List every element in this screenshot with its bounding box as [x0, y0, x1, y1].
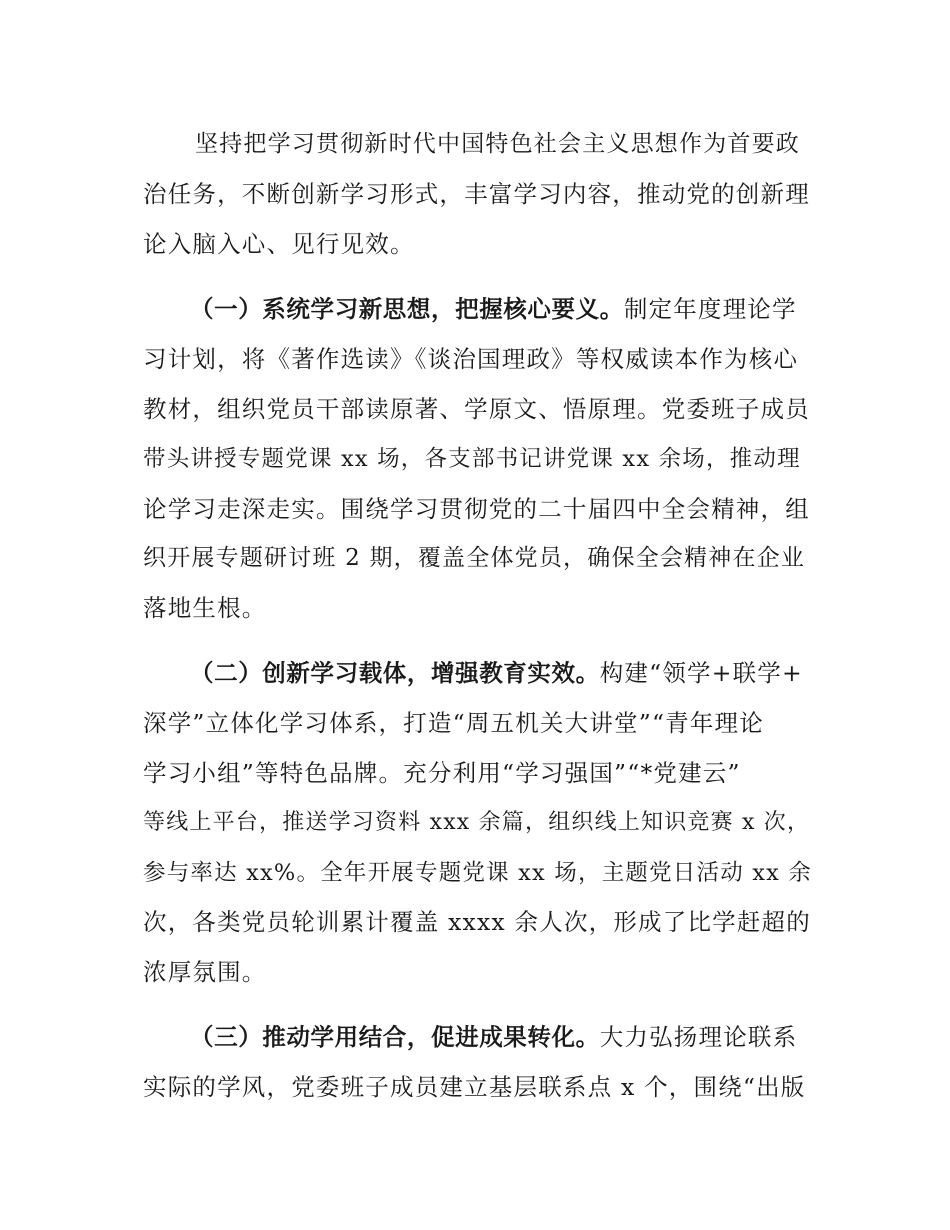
- section3-text-1: 大力弘扬理论联系: [599, 1023, 798, 1051]
- section1-text-1: 制定年度理论学: [623, 295, 797, 323]
- section1-heading: （一）系统学习新思想，把握核心要义。: [190, 295, 624, 323]
- section1-line-5: 论学习走深走实。围绕学习贯彻党的二十届四中全会精神，组: [143, 495, 810, 523]
- section1-line-4: 带头讲授专题党课 xx 场，各支部书记讲党课 xx 余场，推动理: [143, 446, 801, 472]
- section3-first-line: [190, 1023, 798, 1051]
- section2-line-5: 参与率达 xx%。全年开展专题党课 xx 场，主题党日活动 xx 余: [143, 860, 813, 886]
- section2-line-7: 浓厚氛围。: [143, 958, 267, 986]
- section1-line-3: 教材，组织党员干部读原著、学原文、悟原理。党委班子成员: [143, 395, 810, 423]
- section2-heading: （二）创新学习载体，增强教育实效。: [190, 659, 600, 687]
- section1-line-6: 织开展专题研讨班 2 期，覆盖全体党员，确保全会精神在企业: [143, 545, 806, 571]
- section2-line-4: 等线上平台，推送学习资料 xxx 余篇，组织线上知识竞赛 x 次，: [143, 810, 811, 835]
- intro-line-2: 治任务，不断创新学习形式，丰富学习内容，推动党的创新理: [143, 180, 810, 208]
- intro-line-1: 坚持把学习贯彻新时代中国特色社会主义思想作为首要政: [195, 131, 800, 157]
- section3-line-2: 实际的学风，党委班子成员建立基层联系点 x 个，围绕“出版: [143, 1073, 806, 1101]
- intro-line-3: 论入脑入心、见行见效。: [143, 230, 415, 258]
- section2-line-2: 深学”立体化学习体系，打造“周五机关大讲堂”“青年理论: [143, 709, 764, 737]
- section2-line-3: 学习小组”等特色品牌。充分利用“学习强国”“*党建云”: [143, 759, 741, 787]
- section1-line-2: 习计划，将《著作选读》《谈治国理政》等权威读本作为核心: [143, 345, 799, 373]
- section3-heading: （三）推动学用结合，促进成果转化。: [190, 1023, 600, 1051]
- section1-line-7: 落地生根。: [143, 594, 267, 622]
- section2-text-1: 构建“领学+联学+: [599, 659, 803, 687]
- section1-first-line: [190, 295, 797, 323]
- section2-line-6: 次，各类党员轮训累计覆盖 xxxx 余人次，形成了比学赶超的: [143, 908, 811, 936]
- section2-first-line: [190, 659, 803, 687]
